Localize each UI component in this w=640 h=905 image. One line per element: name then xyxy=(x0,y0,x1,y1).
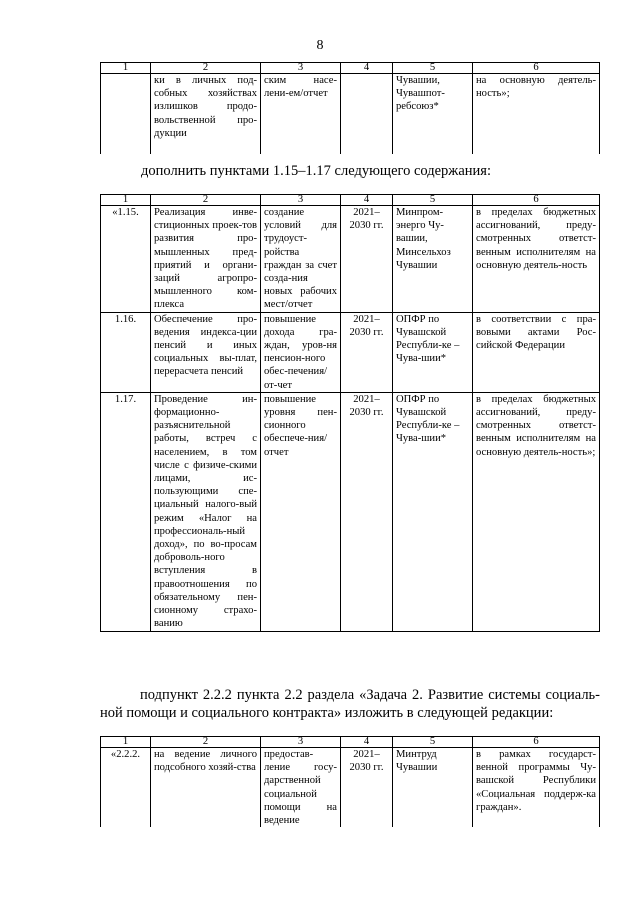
table-row xyxy=(101,74,600,155)
col-number: 3 xyxy=(261,737,341,748)
col-number: 1 xyxy=(101,63,151,74)
cell-number: 1.17. xyxy=(101,392,151,631)
col-number: 4 xyxy=(341,63,393,74)
table-items-1-15-1-17 xyxy=(100,194,600,632)
cell-period: 2021–2030 гг. xyxy=(341,206,393,313)
cell-result: повышение дохода гра-ждан, уров-ня пенсион-ного обес-печения/от-чет xyxy=(261,312,341,392)
table-row xyxy=(101,392,600,631)
cell-funding: в соответствии с пра-вовыми актами Рос-сийской Федерации xyxy=(473,312,600,392)
cell-responsible: ОПФР по Чувашской Республи-ке – Чува-шии* xyxy=(393,392,473,631)
col-number: 5 xyxy=(393,195,473,206)
cell-funding: в пределах бюджетных ассигнований, преду-смотренных ответст-венным исполнителям на основную деятель-ность»; xyxy=(473,392,600,631)
cell-event: ки в личных под-собных хозяйствах излишков продо-вольственной про-дукции xyxy=(151,74,261,155)
instruction-paragraph-2: подпункт 2.2.2 пункта 2.2 раздела «Задача 2. Развитие системы социаль-ной помощи и социального контракта» изложить в следующей редакции: xyxy=(100,687,600,721)
cell-number: «2.2.2. xyxy=(101,748,151,828)
col-number: 6 xyxy=(473,195,600,206)
table-row xyxy=(101,312,600,392)
table-item-2-2-2 xyxy=(100,736,600,827)
col-number: 3 xyxy=(261,63,341,74)
cell-funding: в рамках государст-венной программы Чу-вашской Республики «Социальная поддерж-ка граждан». xyxy=(473,748,600,828)
cell-responsible: Минпром-энерго Чу-вашии, Минсельхоз Чувашии xyxy=(393,206,473,313)
col-number: 5 xyxy=(393,63,473,74)
cell-responsible: Чувашии, Чувашпот-ребсоюз* xyxy=(393,74,473,155)
col-number: 2 xyxy=(151,195,261,206)
table-row xyxy=(101,206,600,313)
cell-number xyxy=(101,74,151,155)
col-number: 1 xyxy=(101,737,151,748)
col-number: 4 xyxy=(341,737,393,748)
cell-result: предостав-ление госу-дарственной социальной помощи на ведение xyxy=(261,748,341,828)
cell-event: Проведение ин-формационно-разъяснительной работы, встреч с населением, в том числе с физиче-скими лицами, ис-пользующими спе-циальный налого-вый режим «Налог на профессиональ-ный доход», по во-просам доброволь-ного вступления в правоотношения по обязательному пен-сионному страхо-ванию xyxy=(151,392,261,631)
col-number: 2 xyxy=(151,737,261,748)
column-number-row xyxy=(101,63,600,74)
cell-period xyxy=(341,74,393,155)
cell-event: на ведение личного подсобного хозяй-ства xyxy=(151,748,261,828)
col-number: 5 xyxy=(393,737,473,748)
col-number: 3 xyxy=(261,195,341,206)
cell-period: 2021–2030 гг. xyxy=(341,392,393,631)
cell-result: ским насе-лени-ем/отчет xyxy=(261,74,341,155)
page-number: 8 xyxy=(316,38,324,53)
col-number: 1 xyxy=(101,195,151,206)
table-row xyxy=(101,748,600,828)
col-number: 6 xyxy=(473,737,600,748)
table-continuation xyxy=(100,62,600,154)
cell-number: «1.15. xyxy=(101,206,151,313)
cell-result: повышение уровня пен-сионного обеспече-ния/отчет xyxy=(261,392,341,631)
column-number-row xyxy=(101,195,600,206)
cell-responsible: Минтруд Чувашии xyxy=(393,748,473,828)
col-number: 4 xyxy=(341,195,393,206)
cell-number: 1.16. xyxy=(101,312,151,392)
cell-funding: на основную деятель-ность»; xyxy=(473,74,600,155)
cell-event: Обеспечение про-ведения индекса-ции пенсий и иных социальных вы-плат, перерасчета пенсий xyxy=(151,312,261,392)
col-number: 6 xyxy=(473,63,600,74)
cell-period: 2021–2030 гг. xyxy=(341,748,393,828)
cell-period: 2021–2030 гг. xyxy=(341,312,393,392)
column-number-row xyxy=(101,737,600,748)
cell-event: Реализация инве-стиционных проек-тов развития про-мышленных пред-приятий и органи-заций агропро-мышленного ком-плекса xyxy=(151,206,261,313)
cell-result: создание условий для трудоуст-ройства граждан за счет созда-ния новых рабочих мест/отчет xyxy=(261,206,341,313)
cell-funding: в пределах бюджетных ассигнований, преду-смотренных ответст-венным исполнителям на основную деятель-ность xyxy=(473,206,600,313)
instruction-paragraph-1: дополнить пунктами 1.15–1.17 следующего содержания: xyxy=(141,163,491,179)
col-number: 2 xyxy=(151,63,261,74)
cell-responsible: ОПФР по Чувашской Республи-ке – Чува-шии* xyxy=(393,312,473,392)
